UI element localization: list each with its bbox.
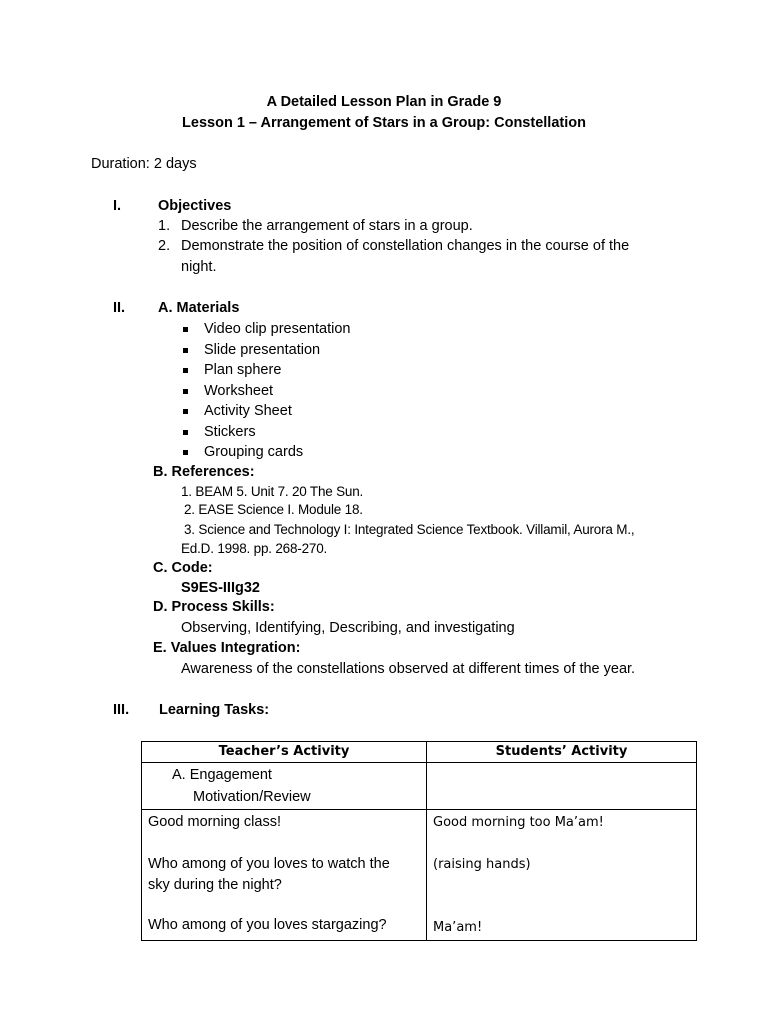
engagement-sublabel: Motivation/Review (193, 789, 311, 805)
document-title: A Detailed Lesson Plan in Grade 9 (266, 94, 502, 110)
material-item: Activity Sheet (204, 403, 292, 419)
student-line: Good morning too Ma’am! (433, 815, 604, 830)
material-item: Slide presentation (204, 342, 321, 358)
lesson-title: Lesson 1 – Arrangement of Stars in a Group: Constellation (182, 115, 586, 131)
section-1-numeral: I. (113, 198, 122, 214)
duration: Duration: 2 days (91, 156, 197, 172)
bullet-icon (183, 430, 188, 435)
student-line: Ma’am! (433, 920, 483, 935)
teacher-line: Who among of you loves stargazing? (148, 917, 387, 933)
bullet-icon (183, 327, 188, 332)
bullet-icon (183, 368, 188, 373)
objectives-heading: Objectives (158, 198, 232, 214)
bullet-icon (183, 348, 188, 353)
material-item: Stickers (204, 424, 256, 440)
values-integration: Awareness of the constellations observed at different times of the year. (181, 661, 636, 677)
section-3-numeral: III. (113, 702, 130, 718)
process-skills-heading: D. Process Skills: (153, 599, 275, 615)
process-skills: Observing, Identifying, Describing, and investigating (181, 620, 515, 636)
engagement-label: A. Engagement (172, 767, 272, 783)
reference-3-continued: Ed.D. 1998. pp. 268-270. (181, 541, 328, 556)
reference-2: 2. EASE Science I. Module 18. (184, 502, 363, 517)
material-item: Grouping cards (204, 444, 304, 460)
students-activity-cell (427, 810, 697, 941)
values-heading: E. Values Integration: (153, 640, 301, 656)
teacher-activity-cell (142, 810, 427, 941)
student-line: (raising hands) (433, 857, 531, 872)
students-activity-header: Students’ Activity (427, 742, 697, 763)
material-item: Plan sphere (204, 362, 282, 378)
teacher-line: sky during the night? (148, 877, 282, 893)
material-item: Video clip presentation (204, 321, 351, 337)
objective-1-number: 1. (158, 218, 171, 234)
code-heading: C. Code: (153, 560, 213, 576)
reference-1: 1. BEAM 5. Unit 7. 20 The Sun. (181, 484, 364, 499)
table-row (142, 763, 697, 810)
section-2-numeral: II. (113, 300, 126, 316)
references-heading: B. References: (153, 464, 255, 480)
learning-tasks-table (141, 741, 697, 941)
learning-tasks-heading: Learning Tasks: (159, 702, 270, 718)
materials-heading: A. Materials (158, 300, 240, 316)
engagement-cell (142, 763, 427, 810)
competency-code: S9ES-IIIg32 (181, 580, 260, 596)
reference-3: 3. Science and Technology I: Integrated Science Textbook. Villamil, Aurora M., (184, 522, 635, 537)
teacher-activity-header: Teacher’s Activity (142, 742, 427, 763)
material-item: Worksheet (204, 383, 274, 399)
teacher-line: Who among of you loves to watch the (148, 856, 390, 872)
objective-2: Demonstrate the position of constellation changes in the course of the (181, 238, 630, 254)
objective-1: Describe the arrangement of stars in a group. (181, 218, 473, 234)
bullet-icon (183, 389, 188, 394)
table-row (142, 810, 697, 941)
bullet-icon (183, 450, 188, 455)
table-cell-empty (427, 763, 697, 810)
objective-2-continued: night. (181, 259, 217, 275)
bullet-icon (183, 409, 188, 414)
teacher-line: Good morning class! (148, 814, 281, 830)
table-header-row (142, 742, 697, 763)
objective-2-number: 2. (158, 238, 171, 254)
